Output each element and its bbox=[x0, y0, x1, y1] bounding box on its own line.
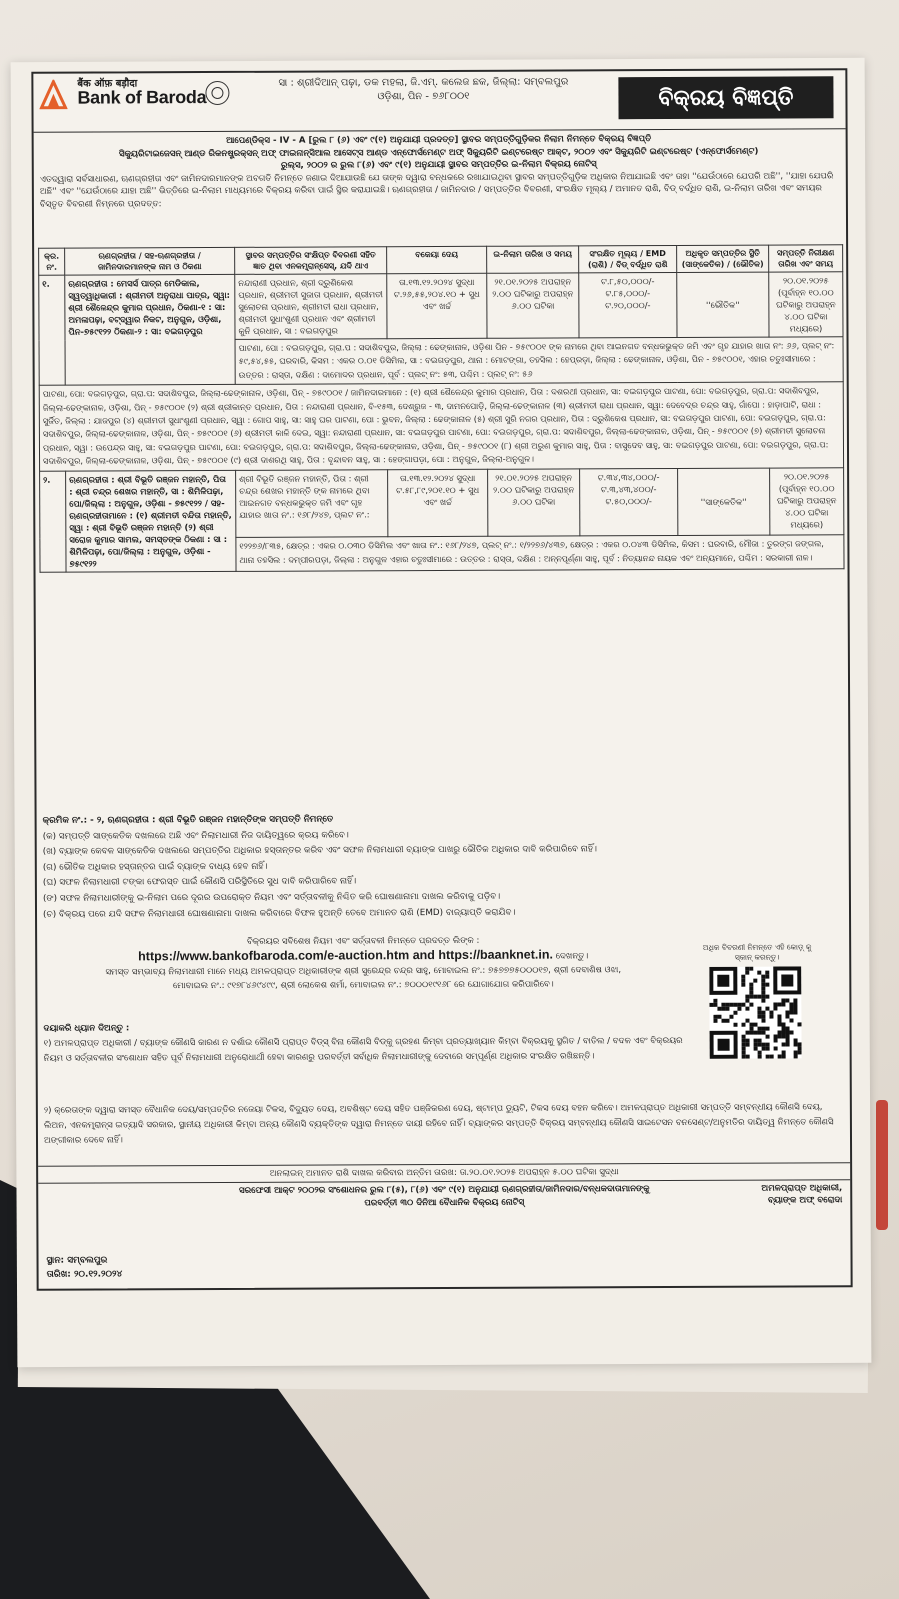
authority-bank: ବ୍ୟାଙ୍କ ଅଫ୍ ବରୋଦା bbox=[767, 1195, 843, 1206]
condition-item: (କ) ସମ୍ପତ୍ତି ସାଙ୍କେତିକ ଦଖଲରେ ଅଛି ଏବଂ ନିଲାମଧାରୀ ନିଜ ଦାୟିତ୍ୱରେ କ୍ରୟ କରିବେ। bbox=[42, 830, 349, 842]
branch-address-line2: ଓଡ଼ିଶା, ପିନ - ୭୬୮୦୦୧ bbox=[377, 90, 470, 103]
row1-dues: ତା.୧୩.୧୨.୨୦୨୪ ସୁଦ୍ଧା ଟ.୨୬,୫୫,୨୦୪.୧୦ + ସୁଧ ଏବଂ ଖର୍ଚ୍ଚ bbox=[387, 273, 487, 338]
condition-item: (ଚ) ବିକ୍ରୟ ପରେ ଯଦି ସଫଳ ନିଲାମଧାରୀ ଘୋଷଣାନାମା ଦାଖଲ କରିବାରେ ବିଫଳ ହୁଅନ୍ତି ତେବେ ଅମାନତ ରାଶି (EMD) ବାଜ୍ୟାପ୍ତି କରାଯିବ। bbox=[42, 907, 516, 920]
col-header-property: ସ୍ଥାବର ସମ୍ପତ୍ତିର ସଂକ୍ଷିପ୍ତ ବିବରଣୀ ସହିତ ଜ୍ଞାତ ଥିବା ଏନକମ୍ବ୍ରାନ୍ସେସ୍, ଯଦି ଥାଏ bbox=[235, 247, 387, 275]
col-header-borrower: ଋଣଗ୍ରହୀତା / ସହ-ଋଣଗ୍ରହୀତା / ଜାମିନଦାରମାନଙ୍କ ନାମ ଓ ଠିକଣା bbox=[65, 247, 235, 275]
bank-name: Bank of Baroda bbox=[77, 87, 207, 108]
row1-auction: ୨୧.୦୧.୨୦୨୫ ଅପରାହ୍ନ ୨.୦୦ ଘଟିକାରୁ ଅପରାହ୍ନ ୬.୦୦ ଘଟିକା bbox=[487, 273, 579, 338]
act-line: ସିକ୍ୟୁରିଟାଇଜେସନ୍ ଆଣ୍ଡ ରିକନଷ୍ଟ୍ରକ୍ସନ୍ ଅଫ୍ ଫାଇନାନ୍ସିଆଲ ଆସେଟ୍ସ ଆଣ୍ଡ ଏନ୍‌ଫୋର୍ସମେଣ୍ଟ ଅଫ୍ ସିକ୍ୟୁରିଟି ଇଣ୍ଟରେଷ୍ଟ ଆକ୍ଟ, ୨୦୦୨ ଏବଂ ସିକ୍ୟୁରିଟି ଇଣ୍ଟରେଷ୍ଟ (ଏନ୍‌ଫୋର୍ସମେଣ୍ଟ) bbox=[118, 146, 759, 159]
row1-reserve: ଟ.୮,୫୦,୦୦୦/- bbox=[600, 276, 655, 287]
col-header-sl: କ୍ର. ନଂ. bbox=[39, 248, 65, 275]
condition-item: (ଗ) ଭୌତିକ ଅଧିକାର ହସ୍ତାନ୍ତର ପାଇଁ ବ୍ୟାଙ୍କ ବାଧ୍ୟ ହେବ ନାହିଁ। bbox=[42, 861, 268, 873]
row1-land-details: ପାଟଣା, ପୋ : ବଇଗଡ଼ପୁର, ଗ୍ରା.ପ : ସଦାଶିବପୁର, ଜିଲ୍ଲା : ଢେଙ୍କାନାଳ, ଓଡ଼ିଶା ପିନ - ୭୫୯୦୦୧ ଙ୍କ ନାମରେ ଥିବା ଆଇନଗତ ବନ୍ଧକଭୁକ୍ତ ଜମି ଏବଂ ଗୃହ ଯାହାର ଖାତା ନଂ: ୬୬, ପ୍ଲଟ୍ ନଂ: ୫୯,୫୪,୫୫, ଘରବାରି, କିସମ : ଏକର ୦.୦୧ ଡିସିମିଲ, ସା : ବଇଗଡ଼ପୁର, ଥାନା : ମୋଟଙ୍ଗା, ତହସିଲ : ହେପ୍ରଡ଼ା, ଜିଲ୍ଲା : ଢେଙ୍କାନାଳ, ଓଡ଼ିଶା, ପିନ - ୭୫୯୦୦୧, ଏହାର ଚତୁଃସୀମାରେ : ଉତ୍ତର : ରାସ୍ତା, ଦକ୍ଷିଣ : ଦାମୋଦର ପ୍ରଧାନ, ପୂର୍ବ : ପ୍ଲଟ୍ ନଂ: ୫୩, ପଶ୍ଚିମ : ପ୍ଲଟ୍ ନଂ: ୫୬ bbox=[235, 337, 843, 385]
links-intro: ବିକ୍ରୟର ସବିଶେଷ ନିୟମ ଏବଂ ସର୍ତ୍ତାବଳୀ ନିମନ୍ତେ ପ୍ରଦତ୍ତ ଲିଙ୍କ : bbox=[246, 935, 480, 947]
table-row bbox=[39, 272, 843, 341]
sale-notice-advertisement bbox=[31, 68, 852, 1291]
links-section bbox=[43, 933, 683, 994]
emd-deadline: ଅନଲାଇନ୍ ଅମାନତ ରାଶି ଦାଖଲ କରିବାର ଅନ୍ତିମ ତାରଖ: ତା.୨୦.୦୧.୨୦୨୫ ଅପରାହ୍ନ ୫.୦୦ ଘଟିକା ସୁଦ୍ଧା bbox=[38, 1162, 850, 1184]
branch-address bbox=[243, 75, 603, 105]
row2-status: ''ସାଙ୍କେତିକ'' bbox=[678, 468, 770, 536]
col-header-inspection: ସମ୍ପତ୍ତି ନିରୀକ୍ଷଣ ତାରିଖ ଏବଂ ସମୟ bbox=[769, 245, 843, 272]
conditions-section bbox=[43, 810, 841, 923]
row1-inspection: ୨୦.୦୧.୨୦୨୫ (ପୂର୍ବାହ୍ନ ୧୦.୦୦ ଘଟିକାରୁ ଅପରାହ୍ନ ୪.୦୦ ଘଟିକା ମଧ୍ୟରେ) bbox=[769, 272, 843, 337]
row2-dues: ତା.୧୩.୧୨.୨୦୨୪ ସୁଦ୍ଧା ଟ.୫୮,୮୯,୨୦୧.୧୦ + ସୁଧ ଏବଂ ଖର୍ଚ୍ଚ bbox=[388, 469, 488, 537]
row2-land-details: ୧୨୨୭୬/୮୩୫, କ୍ଷେତ୍ର : ଏକର ୦.୦୩୦ ଡିସିମିଲ ଏବଂ ଖାତା ନଂ.: ୧୬୮/୨୪୭, ପ୍ଲଟ୍ ନଂ.: ୧/୨୨୭୬/୪୩୭, କ୍ଷେତ୍ର : ଏକର ୦.୦୪୩ ଡିସିମିଲ, କିସମ : ଘରବାରି, ମୌଜା : ତୁରଙ୍ଗ ଜଙ୍ଗଲ, ଥାନା ତହସିଲ : ଦମ୍ପୀରପଡ଼ା, ଜିଲ୍ଲା : ଅନୁଗୁଳ ଏହାର ଚତୁଃସୀମାରେ : ଉତ୍ତର : ରାସ୍ତା, ଦକ୍ଷିଣ : ଅନ୍ନପୂର୍ଣ୍ଣା ସାହୁ, ପୂର୍ବ : ନିତ୍ୟାନନ୍ଦ ନାୟକ ଏବଂ ଅନ୍ୟମାନେ, ପଶ୍ଚିମ : ସରକାରୀ ନାଳ। bbox=[236, 535, 844, 571]
row2-sl: ୨. bbox=[40, 471, 66, 572]
table-header-row bbox=[39, 245, 843, 276]
row2-emd: ଟ.୩,୪୩,୪୦୦/- bbox=[600, 483, 657, 494]
condition-item: (ଘ) ସଫଳ ନିଲାମଧାରୀ ଟଙ୍କା ଫେରସ୍ତ ପାଇଁ କୌଣସି ପରିସ୍ଥିତିରେ ସୁଧ ଦାବି କରିପାରିବେ ନାହିଁ। bbox=[42, 876, 357, 889]
notice-title: ବିକ୍ରୟ ବିଜ୍ଞପ୍ତି bbox=[618, 76, 833, 119]
conditions-title: କ୍ରମିକ ନଂ.: - ୨, ଋଣଗ୍ରହୀତା : ଶ୍ରୀ ବିଭୂତି ରଞ୍ଜନ ମହାନ୍ତିଙ୍କ ସମ୍ପତ୍ତି ନିମନ୍ତେ bbox=[42, 814, 334, 826]
qr-code-icon[interactable] bbox=[709, 966, 801, 1058]
intro-body: ଏତଦ୍ୱାରା ସର୍ବସାଧାରଣ, ଋଣଗ୍ରହୀତା ଏବଂ ଜାମିନଦାରମାନଙ୍କ ଅବଗତି ନିମନ୍ତେ ଜଣାଇ ଦିଆଯାଉଛି ଯେ ତାଙ୍କ ଦ୍ୱାରା ବନ୍ଧକରେ ରଖାଯାଇଥିବା ସ୍ଥାବର ସମ୍ପତ୍ତିଗୁଡ଼ିକ ଅଧିକାର ନିଆଯାଇଛି ଏବଂ ତାହା ''ଯେଉଁଠାରେ ଯେପରି ଅଛି'', ''ଯାହା ଯେପରି ଅଛି'' ଏବଂ ''ଯେଉଁଠାରେ ଯାହା ଅଛି'' ଭିତ୍ତିରେ ଇ-ନିଲାମ ମାଧ୍ୟମରେ ବିକ୍ରୟ କରିବା ପାଇଁ ସ୍ଥିର କରାଯାଇଛି। ଋଣଗ୍ରହୀତା / ଜାମିନଦାର / ସମ୍ପତ୍ତିର ବିବରଣୀ, ସଂରକ୍ଷିତ ମୂଲ୍ୟ / ଅମାନତ ରାଶି, ବିଡ୍ ବର୍ଦ୍ଧିତ ରାଶି, ଇ-ନିଲାମ ତାରିଖ ଏବଂ ସମୟର ବିସ୍ତୃତ ବିବରଣୀ ନିମ୍ନରେ ପ୍ରଦତ୍ତ: bbox=[39, 171, 834, 210]
qr-caption: ଅଧିକ ବିବରଣୀ ନିମନ୍ତେ ଏହି କୋଡ଼୍ କୁ ସ୍କାନ୍ କରନ୍ତୁ। bbox=[702, 942, 812, 962]
row2-inspection: ୨୦.୦୧.୨୦୨୫ (ପୂର୍ବାହ୍ନ ୧୦.୦୦ ଘଟିକାରୁ ଅପରାହ୍ନ ୪.୦୦ ଘଟିକା ମଧ୍ୟରେ) bbox=[770, 467, 844, 535]
notes-section-2 bbox=[44, 1100, 842, 1148]
row2-borrower: ଋଣଗ୍ରହୀତା : ଶ୍ରୀ ବିଭୂତି ରଞ୍ଜନ ମହାନ୍ତି, ପିତା : ଶ୍ରୀ ଚନ୍ଦ୍ର ଶେଖର ମହାନ୍ତି, ସା : ଶିମିଳିପଢ଼ା, ପୋ/ଜିଲ୍ଲା : ଅନୁଗୁଳ, ଓଡ଼ିଶା - ୭୫୯୧୨୨ / ସହ-ଋଣଗ୍ରହୀତାମାନେ : (୧) ଶ୍ରୀମତୀ ବନ୍ଦିତା ମହାନ୍ତି, ସ୍ୱା : ଶ୍ରୀ ବିଭୂତି ରଞ୍ଜନ ମହାନ୍ତି (୨) ଶ୍ରୀ ସରୋଜ କୁମାର ସାମଲ, ସମସ୍ତଙ୍କ ଠିକଣା : ସା : ଶିମିଳିପଢ଼ା, ପୋ/ଜିଲ୍ଲା : ଅନୁଗୁଳ, ଓଡ଼ିଶା - ୭୫୯୧୨୨ bbox=[66, 470, 236, 572]
row1-property: ନନ୍ଦାରାଣୀ ପ୍ରଧାନ, ଶ୍ରୀ ଦ୍ରୁଶିକେଶ ପ୍ରଧାନ, ଶ୍ରୀମତୀ ସୁଜାତା ପ୍ରଧାନ, ଶ୍ରୀମତୀ ସୁଲୋଚନା ପ୍ରଧାନ, ଶ୍ରୀମତୀ ରାଧା ପ୍ରଧାନ, ଶ୍ରୀମତୀ ସୁଧାଂଶୁଣୀ ପ୍ରଧାନ ଏବଂ ଶ୍ରୀମତୀ କୁନି ପ୍ରଧାନ, ସା : ବଇଗଡ଼ପୁର bbox=[235, 274, 387, 340]
row1-status: ''ଭୌତିକ'' bbox=[677, 272, 769, 337]
auction-table bbox=[38, 244, 844, 572]
notice-header bbox=[33, 70, 845, 133]
row2-amounts bbox=[580, 468, 678, 536]
notice-intro bbox=[40, 132, 838, 211]
place: ସ୍ଥାନ: ସମ୍ବଲପୁର bbox=[46, 1255, 108, 1266]
rule-line-2: ପରବର୍ତ୍ତୀ ୩୦ ଦିନିଆ ବୈଧାନିକ ବିକ୍ରୟ ନୋଟିସ୍ bbox=[364, 1197, 525, 1209]
notes-title: ଦୟାକରି ଧ୍ୟାନ ଦିଅନ୍ତୁ : bbox=[43, 1023, 130, 1034]
row2-property: ଶ୍ରୀ ବିଭୂତି ରଞ୍ଜନ ମହାନ୍ତି, ପିତା : ଶ୍ରୀ ଚନ୍ଦ୍ର ଶେଖର ମହାନ୍ତି ଙ୍କ ନାମରେ ଥିବା ଆଇନଗତ ବନ୍ଧକଭୁକ୍ତ ଜମି ଏବଂ ଗୃହ ଯାହାର ଖାତା ନଂ.: ୧୬୮/୨୪୭, ପ୍ଲଟ ନଂ.: bbox=[236, 469, 388, 537]
col-header-reserve: ସଂରକ୍ଷିତ ମୂଲ୍ୟ / EMD (ରାଶି) / ବିଡ୍ ବର୍ଦ୍ଧିତ ରାଶି bbox=[579, 245, 677, 272]
condition-item: (ଙ) ସଫଳ ନିଲାମଧାରୀଙ୍କୁ ଇ-ନିଲାମ ପରେ ଦୂରର ଉପରୋକ୍ତ ନିୟମ ଏବଂ ସର୍ତ୍ତାବଳୀକୁ ନିଶ୍ଚିତ କରି ଘୋଷଣାନାମା ଦାଖଲ କରିବାକୁ ପଡ଼ିବ। bbox=[42, 891, 501, 904]
url-suffix: ଦେଖନ୍ତୁ। bbox=[555, 951, 589, 962]
col-header-dues: ବକେୟା ଦେୟ bbox=[387, 246, 487, 273]
rule-line-1: ସରଫେସୀ ଆକ୍ଟ ୨୦୦୨ର ସଂଶୋଧନର ରୁଲ ୮(୫), ୮(୬) ଏବଂ ୯(୧) ଅନୁଯାୟୀ ଋଣଗ୍ରହୀତା/ଜାମିନଦାର/ବନ୍ଧକଦାତାମାନଙ୍କୁ bbox=[238, 1184, 650, 1196]
branch-address-line1: ସା : ଶ୍ରୀଦିଆନ୍ ପଢ଼ା, ଡକ ମହଲା, ଜି.ଏମ୍. କଲେଜ ଛକ, ଜିଲ୍ଲା: ସମ୍ବଲପୁର bbox=[278, 76, 569, 89]
row1-sl: ୧. bbox=[39, 275, 65, 385]
auction-url[interactable]: https://www.bankofbaroda.com/e-auction.htm and https://baanknet.in. bbox=[138, 947, 553, 964]
row2-reserve: ଟ.୩୪,୩୪,୦୦୦/- bbox=[597, 471, 660, 482]
row1-emd: ଟ.୮୫,୦୦୦/- bbox=[605, 288, 651, 299]
date: ତାରିଖ: ୨୦.୧୨.୨୦୨୪ bbox=[46, 1269, 123, 1280]
row1-increment: ଟ.୨୦,୦୦୦/- bbox=[605, 300, 651, 311]
row2-auction: ୨୧.୦୧.୨୦୨୫ ଅପରାହ୍ନ ୨.୦୦ ଘଟିକାରୁ ଅପରାହ୍ନ ୬.୦୦ ଘଟିକା bbox=[488, 469, 580, 537]
row2-increment: ଟ.୫୦,୦୦୦/- bbox=[605, 495, 652, 506]
bank-of-baroda-logo-icon bbox=[39, 80, 67, 110]
row1-guarantors: ପାଟଣା, ପୋ: ବଇଗଡ଼ପୁର, ଗ୍ରା.ପ: ସଦାଶିବପୁର, ଜିଲ୍ଲା-ଢେଙ୍କାନାଳ, ଓଡ଼ିଶା, ପିନ୍ - ୭୫୯୦୦୧ / ଜାମିନଦାରମାନେ : (୧) ଶ୍ରୀ ଶୈଳେନ୍ଦ୍ର କୁମାର ପ୍ରଧାନ, ପିତା : ଦଶରଥୀ ପ୍ରଧାନ, ସା: ବଇଗଡ଼ପୁର ପାଟଣା, ପୋ: ବଇଗଡ଼ପୁର, ଗ୍ରା.ପ: ସଦାଶିବପୁର, ଜିଲ୍ଲା-ଢେଙ୍କାନାଳ, ଓଡ଼ିଶା, ପିନ୍ - ୭୫୯୦୦୧ (୨) ଶ୍ରୀ ଶ୍ରୀକାନ୍ତ ପ୍ରଧାନ, ପିତା : ନନ୍ଦାରାଣୀ ପ୍ରଧାନ, ବି-୧୫୩, ଦେଶ୍ରୁଜ - ୩, ଦାମନପୋଡ଼ି, ଜିଲ୍ଲା-ଢେଙ୍କାନାଳ (୩) ଶ୍ରୀମତୀ ରାଧା ପ୍ରଧାନ, ସ୍ୱା: ଦେବେଦ୍ର ଚନ୍ଦ୍ର ସାହୁ, ଗାଁପୋ : ହାଡ଼ାପାଟି, ରାଧା : ସୁର୍ଜିତ, ଜିଲ୍ଲା : ଯାଜପୁର (୪) ଶ୍ରୀମତୀ ସୁଧାଂଶୁଣୀ ପ୍ରଧାନ, ସ୍ୱା : ଗୋପ ସାହୁ, ସା: ସାହୁ ଘର ପାଟଣା, ପୋ : ଭୁବନ, ଜିଲ୍ଲା : ଢେଙ୍କାନାଳ (୫) ଶ୍ରୀ ସୁରି ନଗର ପ୍ରଧାନ, ପିତା : ଦ୍ରୁଶିକେଶ ପ୍ରଧାନ, ସା: ବଇଗଡ଼ପୁର ପାଟଣା, ପୋ: ବଇଗଡ଼ପୁର, ଗ୍ରା.ପ: ସଦାଶିବପୁର, ଜିଲ୍ଲା-ଢେଙ୍କାନାଳ, ଓଡ଼ିଶା, ପିନ୍ - ୭୫୯୦୦୧ (୬) ଶ୍ରୀମତୀ କାଳି ଦେଇ, ସ୍ୱା: ନନ୍ଦାରାଣୀ ପ୍ରଧାନ, ସା: ବଇଗଡ଼ପୁର ପାଟଣା, ପୋ: ବଇଗଡ଼ପୁର, ଗ୍ରା.ପ: ସଦାଶିବପୁର, ଜିଲ୍ଲା-ଢେଙ୍କାନାଳ, ଓଡ଼ିଶା, ପିନ୍ - ୭୫୯୦୦୧ (୭) ଶ୍ରୀମତୀ ସୁଲୋଚନା ପ୍ରଧାନ, ସ୍ୱା : ଉପେନ୍ଦ୍ର ସାହୁ, ସା: ବଇଗଡ଼ପୁର ପାଟଣା, ପୋ: ବଇଗଡ଼ପୁର, ଗ୍ରା.ପ: ସଦାଶିବପୁର, ଜିଲ୍ଲା-ଢେଙ୍କାନାଳ, ଓଡ଼ିଶା, ପିନ୍ - ୭୫୯୦୦୧ (୮) ଶ୍ରୀ ଅରୁଣ କୁମାର ସାହୁ, ପିତା : ବାସୁଦେବ ସାହୁ, ସା: ବଇଗଡ଼ପୁର ପାଟଣା, ପୋ: ବଇଗଡ଼ପୁର, ଗ୍ରା.ପ: ସଦାଶିବପୁର, ଜିଲ୍ଲା-ଢେଙ୍କାନାଳ, ଓଡ଼ିଶା, ପିନ୍ - ୭୫୯୦୦୧ (୯) ଶ୍ରୀ ଦାଶରଥି ସାହୁ, ପିତା : ବୃନ୍ଦାବନ ସାହୁ, ସା : ହେଙ୍ଗାପଡ଼ା, ପୋ : ଅନୁଗୁଳ, ଜିଲ୍ଲା-ଅନୁଗୁଳ। bbox=[39, 382, 843, 471]
table-row bbox=[40, 467, 844, 538]
bank-name-hindi: बैंक ऑफ़ बड़ौदा bbox=[77, 78, 138, 90]
row1-amounts bbox=[579, 272, 677, 337]
emblem-icon bbox=[205, 81, 229, 105]
note-2: ୨) କ୍ରେତାଙ୍କ ଦ୍ୱାରା ସମସ୍ତ ବୈଧାନିକ ଦେୟ/ସମ୍ପତ୍ତିର ନଜେୟା ଟିକସ, ବିଦ୍ୟୁତ ଦେୟ, ଅବଶିଷ୍ଟ ଦେୟ ସହିତ ପଞ୍ଜିକରଣ ଦେୟ, ଷ୍ଟାମ୍ପ ଡ୍ୟୁଟି, ଟିକସ ଦେୟ ବହନ କରିବେ। ଅମଳପ୍ରାପ୍ତ ଅଧିକାରୀ ସମ୍ପତ୍ତି ସମ୍ବନ୍ଧୀୟ କୌଣସି ଦେୟ, ଲିଅନ, ଏନକମ୍ବ୍ରାନ୍ସ ଇତ୍ୟାଦି ସରକାର, ସ୍ଥାନୀୟ ଅଧିକାରୀ କିମ୍ବା ଅନ୍ୟ କୌଣସି ବ୍ୟକ୍ତିଙ୍କ ଦ୍ୱାରା ନିମନ୍ତେ ଦାୟୀ ରହିବେ ନାହିଁ। ବ୍ୟାଙ୍କର ସମ୍ପତ୍ତି ବିକ୍ରୟ ସମ୍ବନ୍ଧୀୟ କୌଣସି ସାଇଟେସନ ବନସେଣ୍ଟ/ଅନୁମତିର ଦାୟିତ୍ୱ ନିମନ୍ତେ କୌଣସି ଅଙ୍ଗୀକାର ଦେବେ ନାହିଁ। bbox=[43, 1102, 834, 1146]
appendix-line: ଆପେଣ୍ଡିକ୍ସ - IV - A [ରୁଲ ୮ (୬) ଏବଂ ୯(୧) ଅନୁଯାୟୀ ପ୍ରଦତ୍ତ] ସ୍ଥାବର ସମ୍ପତ୍ତିଗୁଡ଼ିକର ନିଲାମ ନିମନ୍ତେ ବିକ୍ରୟ ବିଜ୍ଞପ୍ତି bbox=[226, 134, 652, 146]
place-date bbox=[47, 1253, 123, 1281]
table-row bbox=[39, 382, 843, 471]
col-header-auction: ଇ-ନିଲାମ ତାରିଖ ଓ ସମୟ bbox=[487, 246, 579, 273]
contact-line-1: ସମସ୍ତ ସମ୍ଭାବ୍ୟ ନିଲାମଧାରୀ ମାନେ ମଧ୍ୟ ଅମଳପ୍ରାପ୍ତ ଅଧିକାରୀଙ୍କ ଶ୍ରୀ ସୁରେନ୍ଦ୍ର ଚନ୍ଦ୍ର ସାହୁ, ମୋବାଇଲ ନଂ.: ୭୫୭୭୭୫୦୦୦୧୭, ଶ୍ରୀ ଦେବାଶିଷ ଓଝା, bbox=[105, 965, 622, 978]
col-header-status: ଅଧିକୃତ ସମ୍ପତ୍ତିର ସ୍ଥିତି (ସାଙ୍କେତିକ) / (ଭୌତିକ) bbox=[677, 245, 769, 272]
contact-line-2: ମୋବାଇଲ ନଂ.: ୯୧୭୮୪୬୯୪୯୯, ଶ୍ରୀ ଲୋକେଶ ଶର୍ମା, ମୋବାଇଲ ନଂ.: ୭୦୦୦୧୯୧୬୮ ରେ ଯୋଗାଯୋଗ କରିପାରିବେ। bbox=[172, 979, 554, 992]
row1-borrower: ଋଣଗ୍ରହୀତା : ମେସର୍ସ ପାତ୍ର ମେଡିକାଲ, ସ୍ୱତ୍ୱାଧିକାରୀ : ଶ୍ରୀମତୀ ଅନୁରାଧା ପାତ୍ର, ସ୍ୱା: ଶ୍ରୀ ଶୈଳେନ୍ଦ୍ର କୁମାର ପ୍ରଧାନ, ଠିକଣା-୧ : ସା: ଅମଳାପଢ଼ା, ବଟ୍‌ଦ୍ୱାର ନିକଟ, ଅନୁଗୁଳ, ଓଡ଼ିଶା, ପିନ-୭୫୯୧୨୨ ଠିକଣା-୨ : ସା: ବଇଗଡ଼ପୁର bbox=[65, 274, 235, 385]
rule-line: ରୁଲ୍ସ, ୨୦୦୨ ର ରୁଲ ୮(୬) ଏବଂ ୯(୧) ଅନୁଯାୟୀ ସ୍ଥାବର ସମ୍ପତ୍ତିର ଇ-ନିଲାମ ବିକ୍ରୟ ନୋଟିସ୍ bbox=[280, 159, 597, 171]
note-1: ୧) ଅମଳପ୍ରାପ୍ତ ଅଧିକାରୀ / ବ୍ୟାଙ୍କ କୌଣସି କାରଣ ନ ଦର୍ଶାଇ କୌଣସି ପ୍ରାପ୍ତ ବିଡ୍‌ସ୍ ବିନା କୌଣସି ବିଡ୍‌କୁ ଗ୍ରହଣ କିମ୍ବା ପ୍ରତ୍ୟାଖ୍ୟାନ କିମ୍ବା ବିକ୍ରୟକୁ ସ୍ଥଗିତ / ବାତିଲ / ବଦଳ ଏବଂ ବିକ୍ରୟର ନିୟମ ଓ ସର୍ତ୍ତାବଳୀର ସଂଶୋଧନ ସହିତ ପୂର୍ବ ନିଲାମଧାରୀ ଅନୁରୋଧାର୍ଥୀ ହେବା କାରଣରୁ ପରବର୍ତ୍ତୀ ସର୍ବାଧିକ ନିଲାମଧାରୀଙ୍କୁ ଦେବାରେ ସମ୍ପୂର୍ଣ୍ଣ ଅଧିକାର ସଂରକ୍ଷିତ ରଖିଛନ୍ତି। bbox=[43, 1035, 683, 1064]
red-clip bbox=[876, 1100, 888, 1230]
notes-section bbox=[43, 1019, 693, 1067]
authority-title: ଅମଳପ୍ରାପ୍ତ ଅଧିକାରୀ, bbox=[761, 1183, 843, 1194]
authorised-officer bbox=[722, 1182, 842, 1207]
condition-item: (ଖ) ବ୍ୟାଙ୍କ କେବଳ ସାଙ୍କେତିକ ଦଖଲରେ ସମ୍ପତ୍ତିର ଅଧିକାର ହସ୍ତାନ୍ତର କରିବ ଏବଂ ସଫଳ ନିଲାମଧାରୀ ବ୍ୟାଙ୍କ ପାଖରୁ ଭୌତିକ ଅଧିକାର ଦାବି କରିପାରିବେ ନାହିଁ। bbox=[42, 844, 597, 857]
